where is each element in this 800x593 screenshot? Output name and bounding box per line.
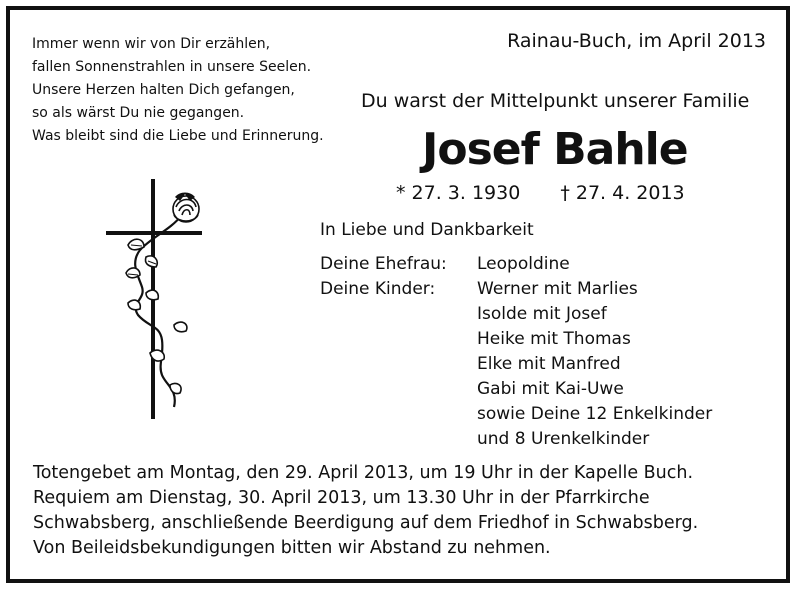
child-entry: sowie Deine 12 Enkelkinder	[477, 404, 713, 424]
children-row	[320, 352, 712, 377]
motto: Du warst der Mittelpunkt unserer Familie	[361, 90, 750, 112]
children-row	[320, 377, 712, 402]
poem-line: fallen Sonnenstrahlen in unsere Seelen.	[32, 59, 312, 75]
child-entry: Isolde mit Josef	[477, 304, 607, 324]
deceased-name: Josef Bahle	[422, 124, 688, 175]
footer-line: Totengebet am Montag, den 29. April 2013, um 19 Uhr in der Kapelle Buch.	[33, 463, 694, 483]
footer-line: Von Beileidsbekundigungen bitten wir Abstand zu nehmen.	[33, 538, 551, 558]
children-row	[320, 277, 712, 302]
poem-line: Unsere Herzen halten Dich gefangen,	[32, 82, 295, 98]
spouse-row	[320, 252, 712, 277]
poem-line: Immer wenn wir von Dir erzählen,	[32, 36, 271, 52]
footer-line: Requiem am Dienstag, 30. April 2013, um 13.30 Uhr in der Pfarrkirche	[33, 488, 650, 508]
poem-line: Was bleibt sind die Liebe und Erinnerung.	[32, 128, 324, 144]
poem-line: so als wärst Du nie gegangen.	[32, 105, 245, 121]
children-row	[320, 402, 712, 427]
poem	[32, 33, 324, 148]
children-row	[320, 327, 712, 352]
spouse-name: Leopoldine	[477, 254, 570, 274]
child-entry: Gabi mit Kai-Uwe	[477, 379, 624, 399]
child-entry: Elke mit Manfred	[477, 354, 621, 374]
birth-date: * 27. 3. 1930	[396, 182, 521, 204]
child-entry: Werner mit Marlies	[477, 279, 638, 299]
service-details	[33, 461, 698, 561]
place-date: Rainau-Buch, im April 2013	[507, 30, 766, 52]
intro-text: In Liebe und Dankbarkeit	[320, 220, 534, 240]
children-label: Deine Kinder:	[320, 279, 436, 299]
spouse-label: Deine Ehefrau:	[320, 254, 447, 274]
footer-line: Schwabsberg, anschließende Beerdigung auf dem Friedhof in Schwabsberg.	[33, 513, 699, 533]
death-date: † 27. 4. 2013	[560, 182, 685, 204]
family-list	[320, 252, 712, 452]
cross-with-rose-icon	[100, 175, 220, 425]
child-entry: und 8 Urenkelkinder	[477, 429, 650, 449]
children-row	[320, 427, 712, 452]
life-dates	[396, 182, 685, 204]
child-entry: Heike mit Thomas	[477, 329, 631, 349]
children-row	[320, 302, 712, 327]
